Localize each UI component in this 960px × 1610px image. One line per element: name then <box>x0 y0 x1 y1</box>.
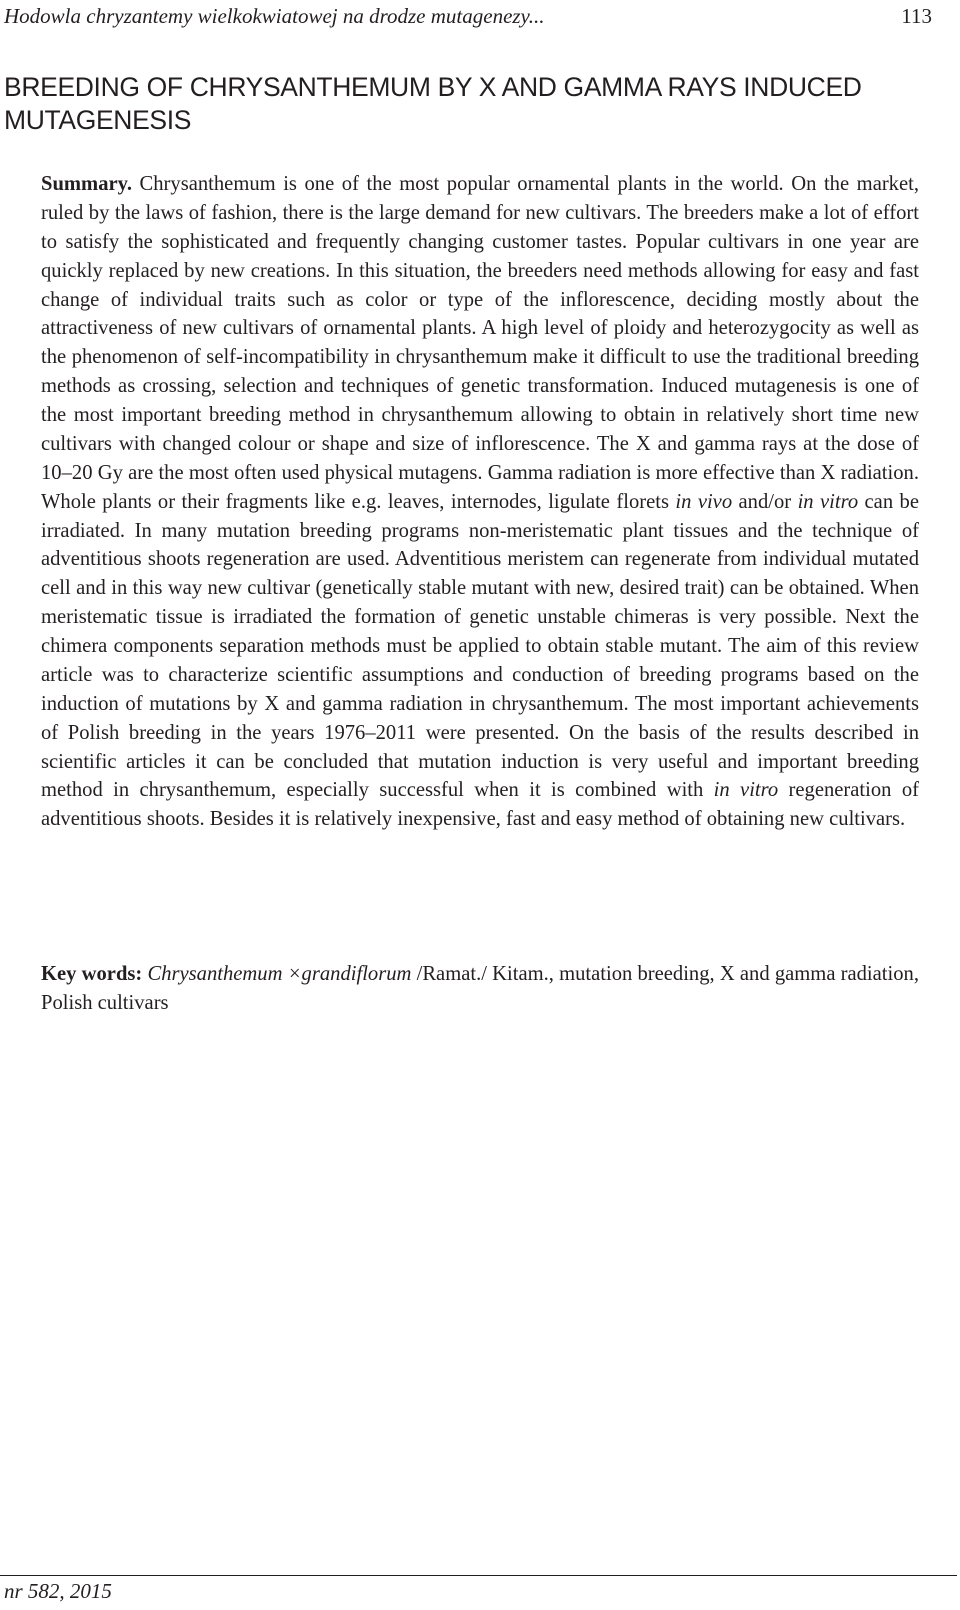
summary-text-part-4: regeneration of adventitious shoots. Besides it is relatively inexpensive, fast and easy method of obtaining new cultivars. <box>41 779 919 831</box>
article-title <box>4 71 904 137</box>
keywords-label: Key words: <box>41 963 143 985</box>
term-in-vitro: in vitro <box>713 779 779 802</box>
summary-text-part-1: Chrysanthemum is one of the most popular ornamental plants in the world. On the market, ruled by the laws of fashion, there is the large demand for new cultivars. The breeders make a lot of effort to satisfy the sophisticated and frequently changing customer tastes. Popular cultivars in one year are quickly replaced by new creations. In this situation, the breeders need methods allowing for easy and fast change of individual traits such as color or type of the inflorescence, deciding mostly about the attractiveness of new cultivars of ornamental plants. A high level of ploidy and heterozygocity as well as the phenomenon of self-incompatibility in chrysanthemum make it difficult to use the traditional breeding methods as crossing, selection and techniques of genetic transformation. Induced mutagenesis is one of the most important breeding method in chrysanthemum allowing to obtain in relatively short time new cultivars with changed colour or shape and size of inflorescence. The X and gamma rays at the dose of 10–20 Gy are the most often used physical mutagens. Gamma radiation is more effective than X radiation. Whole plants or their fragments like e.g. leaves, internodes, ligulate florets <box>41 173 919 513</box>
running-header-title: Hodowla chryzantemy wielkokwiatowej na drodze mutagenezy... <box>4 4 545 28</box>
article-title-line-2: MUTAGENESIS <box>4 105 192 135</box>
article-title-line-1: BREEDING OF CHRYSANTHEMUM BY X AND GAMMA RAYS INDUCED <box>4 72 862 102</box>
summary-label: Summary. <box>41 173 132 195</box>
page-number: 113 <box>901 4 932 28</box>
keywords-species-name: Chrysanthemum ×grandiflorum <box>147 963 412 985</box>
summary-paragraph <box>41 170 919 834</box>
term-in-vivo: in vivo <box>675 490 733 513</box>
footer-divider <box>0 1575 957 1576</box>
summary-text-part-3: can be irradiated. In many mutation breeding programs non-meristematic plant tissues and the technique of adventitious shoots regeneration are used. Adventitious meristem can regenerate from individual mutated cell and in this way new cultivar (genetically stable mutant with new, desired trait) can be obtained. When meristematic tissue is irradiated the formation of genetic unstable chimeras is very possible. Next the chimera components separation methods must be applied to obtain stable mutant. The aim of this review article was to characterize scientific assumptions and conduction of breeding programs based on the induction of mutations by X and gamma radiation in chrysanthemum. The most important achievements of Polish breeding in the years 1976–2011 were presented. On the basis of the results described in scientific articles it can be concluded that mutation induction is very useful and important breeding method in chrysanthemum, especially successful when it is combined with <box>41 490 919 802</box>
term-in-vitro: in vitro <box>797 490 859 513</box>
keywords-paragraph <box>41 960 919 1018</box>
footer-issue-number: nr 582, 2015 <box>4 1579 112 1603</box>
keywords-list: /Ramat./ Kitam., mutation breeding, X and gamma radiation, Polish cultivars <box>41 963 919 1014</box>
summary-text-part-2: and/or <box>732 490 798 513</box>
running-header <box>4 2 932 30</box>
